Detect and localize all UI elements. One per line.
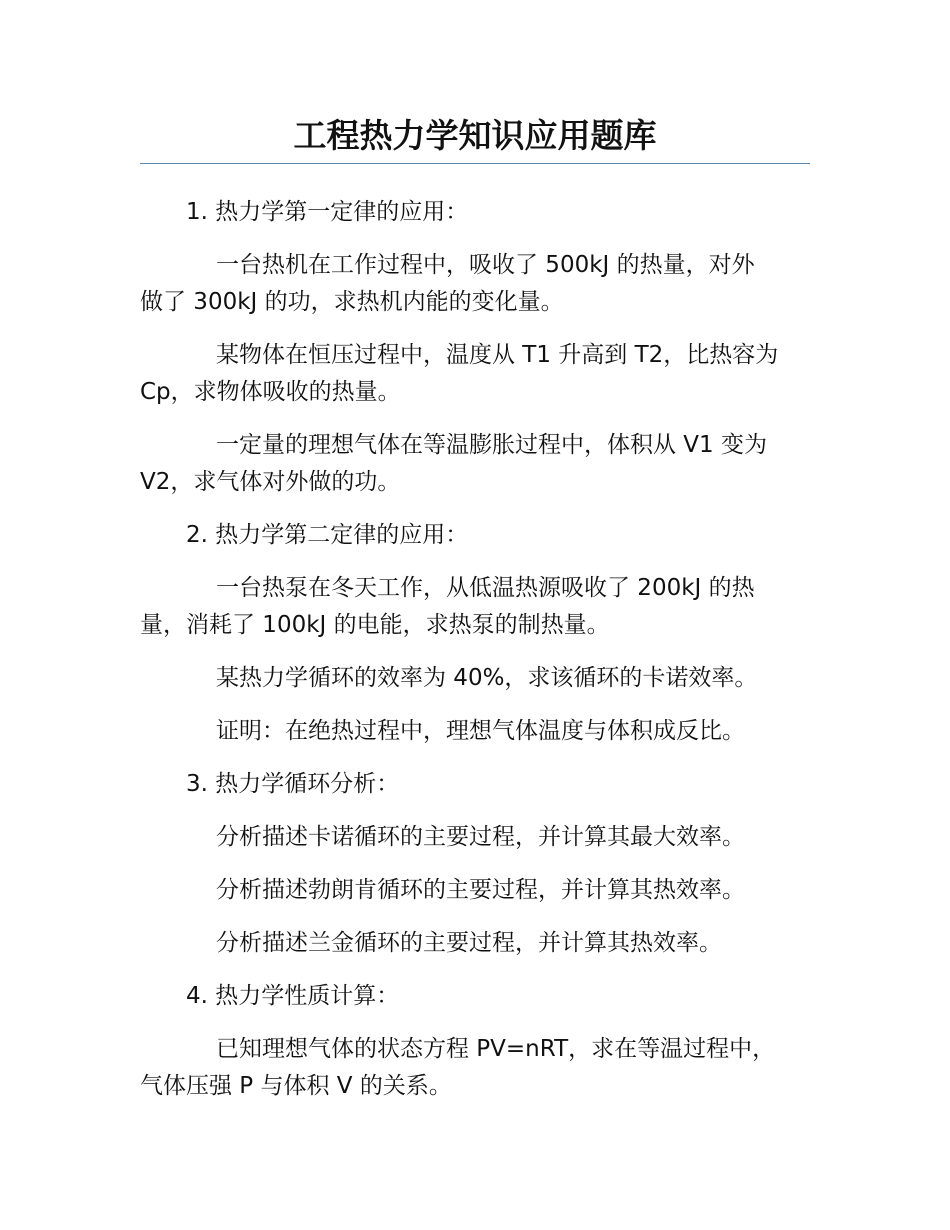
section-1: [140, 194, 810, 501]
question-item: [140, 570, 810, 644]
question-line: V2，求气体对外做的功。: [140, 469, 401, 495]
question-item: [140, 660, 810, 697]
question-item: [140, 337, 810, 411]
question-item: [140, 819, 810, 856]
question-line: 某热力学循环的效率为 40%，求该循环的卡诺效率。: [216, 665, 758, 691]
section-4: [140, 978, 810, 1105]
question-line: 一台热机在工作过程中，吸收了 500kJ 的热量，对外: [216, 252, 755, 278]
question-line: 一台热泵在冬天工作，从低温热源吸收了 200kJ 的热: [216, 575, 755, 601]
page-title: 工程热力学知识应用题库: [293, 116, 657, 155]
question-line: Cp，求物体吸收的热量。: [140, 379, 401, 405]
section-heading: 1. 热力学第一定律的应用：: [186, 199, 469, 225]
question-line: 气体压强 P 与体积 V 的关系。: [140, 1073, 452, 1099]
question-line: 做了 300kJ 的功，求热机内能的变化量。: [140, 289, 564, 315]
question-line: 量，消耗了 100kJ 的电能，求热泵的制热量。: [140, 612, 610, 638]
document-body: [140, 194, 810, 1121]
question-item: [140, 427, 810, 501]
question-item: [140, 1031, 810, 1105]
question-line: 某物体在恒压过程中，温度从 T1 升高到 T2，比热容为: [216, 342, 779, 368]
question-item: [140, 925, 810, 962]
question-line: 分析描述卡诺循环的主要过程，并计算其最大效率。: [216, 824, 745, 850]
question-item: [140, 872, 810, 909]
section-heading: 3. 热力学循环分析：: [186, 771, 400, 797]
question-item: [140, 713, 810, 750]
question-line: 一定量的理想气体在等温膨胀过程中，体积从 V1 变为: [216, 432, 767, 458]
question-line: 分析描述勃朗肯循环的主要过程，并计算其热效率。: [216, 877, 745, 903]
question-item: [140, 247, 810, 321]
question-line: 证明：在绝热过程中，理想气体温度与体积成反比。: [216, 718, 745, 744]
section-heading: 4. 热力学性质计算：: [186, 983, 400, 1009]
title-divider: [140, 163, 810, 164]
section-heading: 2. 热力学第二定律的应用：: [186, 522, 469, 548]
section-3: [140, 766, 810, 962]
section-2: [140, 517, 810, 750]
question-line: 已知理想气体的状态方程 PV=nRT，求在等温过程中，: [216, 1036, 776, 1062]
question-line: 分析描述兰金循环的主要过程，并计算其热效率。: [216, 930, 722, 956]
